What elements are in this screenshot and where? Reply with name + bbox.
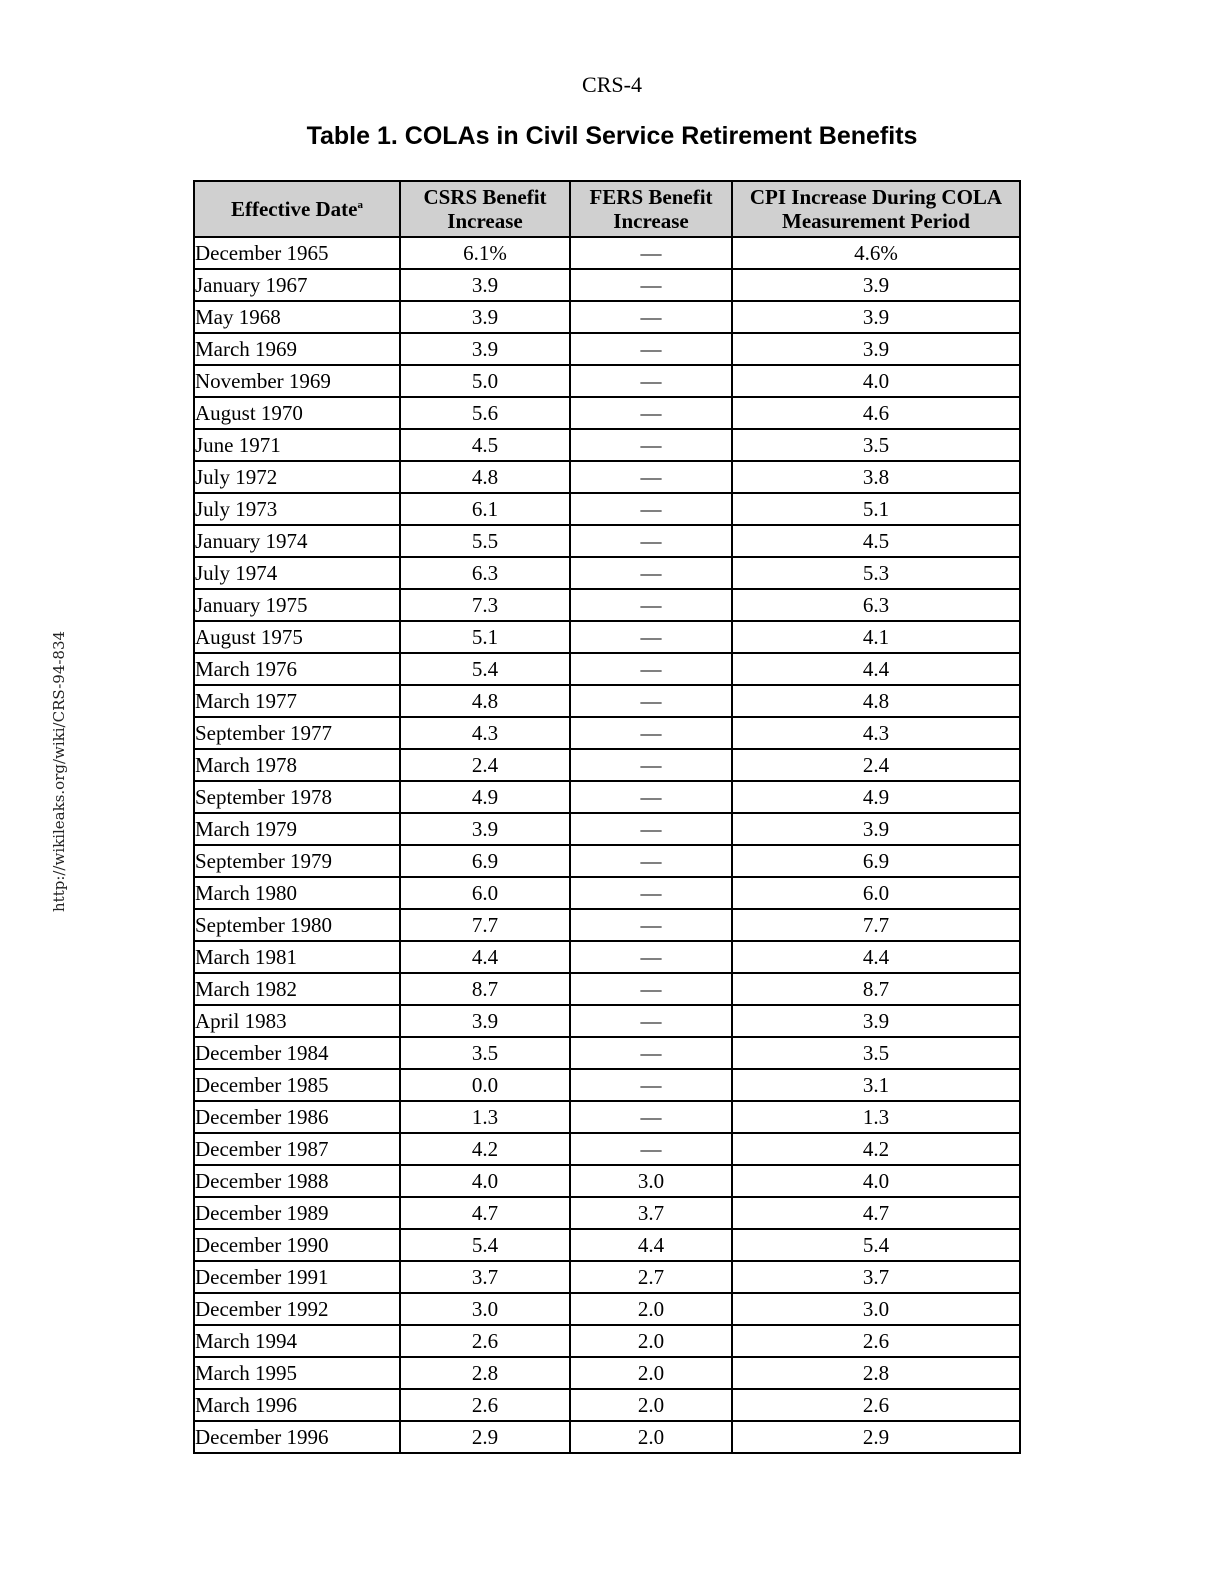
cell-cpi-increase: 8.7 xyxy=(732,973,1020,1005)
cell-fers-increase: — xyxy=(570,557,732,589)
cell-effective-date: November 1969 xyxy=(194,365,400,397)
cell-csrs-increase: 7.7 xyxy=(400,909,570,941)
cell-cpi-increase: 3.5 xyxy=(732,429,1020,461)
cell-cpi-increase: 4.3 xyxy=(732,717,1020,749)
table-row xyxy=(194,1389,1020,1421)
cell-effective-date: March 1979 xyxy=(194,813,400,845)
cell-fers-increase: — xyxy=(570,813,732,845)
table-row xyxy=(194,941,1020,973)
cell-effective-date: March 1995 xyxy=(194,1357,400,1389)
cell-effective-date: December 1990 xyxy=(194,1229,400,1261)
column-header-label: FERS Benefit xyxy=(589,185,713,209)
cell-cpi-increase: 3.5 xyxy=(732,1037,1020,1069)
cell-csrs-increase: 5.4 xyxy=(400,653,570,685)
cell-effective-date: March 1982 xyxy=(194,973,400,1005)
cell-effective-date: December 1996 xyxy=(194,1421,400,1453)
cell-fers-increase: — xyxy=(570,589,732,621)
cell-fers-increase: — xyxy=(570,461,732,493)
cell-effective-date: July 1973 xyxy=(194,493,400,525)
cell-csrs-increase: 3.9 xyxy=(400,813,570,845)
cell-fers-increase: — xyxy=(570,429,732,461)
cell-csrs-increase: 5.5 xyxy=(400,525,570,557)
cell-fers-increase: — xyxy=(570,781,732,813)
cell-cpi-increase: 2.6 xyxy=(732,1325,1020,1357)
column-header-fers xyxy=(570,181,732,237)
cell-effective-date: December 1986 xyxy=(194,1101,400,1133)
table-row xyxy=(194,1229,1020,1261)
cell-csrs-increase: 4.8 xyxy=(400,461,570,493)
cell-effective-date: September 1977 xyxy=(194,717,400,749)
cell-effective-date: December 1965 xyxy=(194,237,400,269)
cell-fers-increase: — xyxy=(570,909,732,941)
cell-effective-date: March 1994 xyxy=(194,1325,400,1357)
column-header-cpi xyxy=(732,181,1020,237)
cell-cpi-increase: 4.1 xyxy=(732,621,1020,653)
cell-csrs-increase: 4.5 xyxy=(400,429,570,461)
cell-csrs-increase: 4.3 xyxy=(400,717,570,749)
table-row xyxy=(194,1165,1020,1197)
table-row xyxy=(194,589,1020,621)
cell-effective-date: December 1991 xyxy=(194,1261,400,1293)
cell-fers-increase: — xyxy=(570,525,732,557)
cell-csrs-increase: 5.4 xyxy=(400,1229,570,1261)
cell-cpi-increase: 4.6% xyxy=(732,237,1020,269)
cell-cpi-increase: 2.4 xyxy=(732,749,1020,781)
cell-cpi-increase: 3.9 xyxy=(732,269,1020,301)
cell-csrs-increase: 2.4 xyxy=(400,749,570,781)
cell-effective-date: September 1978 xyxy=(194,781,400,813)
table-row xyxy=(194,525,1020,557)
table-row xyxy=(194,1357,1020,1389)
cell-csrs-increase: 6.1 xyxy=(400,493,570,525)
cell-cpi-increase: 5.3 xyxy=(732,557,1020,589)
cell-effective-date: September 1979 xyxy=(194,845,400,877)
table-row xyxy=(194,557,1020,589)
cell-effective-date: September 1980 xyxy=(194,909,400,941)
cell-cpi-increase: 7.7 xyxy=(732,909,1020,941)
table-row xyxy=(194,1133,1020,1165)
table-row xyxy=(194,749,1020,781)
cell-cpi-increase: 3.0 xyxy=(732,1293,1020,1325)
cell-fers-increase: — xyxy=(570,333,732,365)
table-row xyxy=(194,429,1020,461)
page-header: CRS-4 xyxy=(582,72,642,97)
table-row xyxy=(194,621,1020,653)
cell-effective-date: December 1987 xyxy=(194,1133,400,1165)
cell-cpi-increase: 3.9 xyxy=(732,813,1020,845)
cell-cpi-increase: 2.8 xyxy=(732,1357,1020,1389)
table-row xyxy=(194,909,1020,941)
column-header-label: Increase xyxy=(613,209,689,233)
cell-fers-increase: — xyxy=(570,877,732,909)
cell-effective-date: April 1983 xyxy=(194,1005,400,1037)
cell-csrs-increase: 5.6 xyxy=(400,397,570,429)
cell-cpi-increase: 2.6 xyxy=(732,1389,1020,1421)
cell-cpi-increase: 3.9 xyxy=(732,1005,1020,1037)
cell-fers-increase: 2.0 xyxy=(570,1389,732,1421)
table-row xyxy=(194,1069,1020,1101)
cell-fers-increase: — xyxy=(570,973,732,1005)
cell-fers-increase: 3.7 xyxy=(570,1197,732,1229)
cell-fers-increase: 2.7 xyxy=(570,1261,732,1293)
cell-fers-increase: 3.0 xyxy=(570,1165,732,1197)
cell-cpi-increase: 4.7 xyxy=(732,1197,1020,1229)
cell-csrs-increase: 5.1 xyxy=(400,621,570,653)
cell-fers-increase: — xyxy=(570,269,732,301)
cell-fers-increase: — xyxy=(570,749,732,781)
cell-csrs-increase: 2.9 xyxy=(400,1421,570,1453)
table-row xyxy=(194,333,1020,365)
cell-csrs-increase: 5.0 xyxy=(400,365,570,397)
cell-fers-increase: — xyxy=(570,717,732,749)
table-row xyxy=(194,493,1020,525)
cell-effective-date: March 1996 xyxy=(194,1389,400,1421)
table-row xyxy=(194,461,1020,493)
cell-fers-increase: — xyxy=(570,1037,732,1069)
table-row xyxy=(194,653,1020,685)
cell-csrs-increase: 6.0 xyxy=(400,877,570,909)
cell-cpi-increase: 5.1 xyxy=(732,493,1020,525)
table-row xyxy=(194,237,1020,269)
table-title: Table 1. COLAs in Civil Service Retirement Benefits xyxy=(306,122,918,150)
cell-cpi-increase: 3.8 xyxy=(732,461,1020,493)
cell-csrs-increase: 3.9 xyxy=(400,1005,570,1037)
cell-csrs-increase: 4.0 xyxy=(400,1165,570,1197)
side-url-watermark: http://wikileaks.org/wiki/CRS-94-834 xyxy=(50,630,68,912)
cell-effective-date: May 1968 xyxy=(194,301,400,333)
cell-cpi-increase: 4.0 xyxy=(732,365,1020,397)
cell-effective-date: June 1971 xyxy=(194,429,400,461)
cell-cpi-increase: 1.3 xyxy=(732,1101,1020,1133)
cell-cpi-increase: 6.0 xyxy=(732,877,1020,909)
cell-cpi-increase: 6.9 xyxy=(732,845,1020,877)
table-row xyxy=(194,269,1020,301)
cell-effective-date: December 1988 xyxy=(194,1165,400,1197)
cell-fers-increase: — xyxy=(570,493,732,525)
table-row xyxy=(194,1197,1020,1229)
cell-csrs-increase: 1.3 xyxy=(400,1101,570,1133)
table-row xyxy=(194,1037,1020,1069)
cell-csrs-increase: 4.8 xyxy=(400,685,570,717)
table-body xyxy=(194,237,1020,1453)
cell-fers-increase: — xyxy=(570,685,732,717)
cell-csrs-increase: 4.4 xyxy=(400,941,570,973)
table-row xyxy=(194,877,1020,909)
cell-effective-date: December 1989 xyxy=(194,1197,400,1229)
cell-csrs-increase: 3.0 xyxy=(400,1293,570,1325)
column-header-label: Effective Date xyxy=(230,197,358,221)
cell-csrs-increase: 2.6 xyxy=(400,1389,570,1421)
cell-fers-increase: — xyxy=(570,397,732,429)
cell-effective-date: August 1975 xyxy=(194,621,400,653)
cell-effective-date: August 1970 xyxy=(194,397,400,429)
cell-fers-increase: 2.0 xyxy=(570,1325,732,1357)
table-row xyxy=(194,717,1020,749)
table-row xyxy=(194,845,1020,877)
cell-csrs-increase: 3.9 xyxy=(400,333,570,365)
cell-cpi-increase: 4.0 xyxy=(732,1165,1020,1197)
table-row xyxy=(194,1293,1020,1325)
cola-table xyxy=(193,180,1021,1454)
table-row xyxy=(194,1005,1020,1037)
cell-csrs-increase: 6.9 xyxy=(400,845,570,877)
table-row xyxy=(194,1325,1020,1357)
cell-csrs-increase: 3.7 xyxy=(400,1261,570,1293)
cell-fers-increase: — xyxy=(570,1005,732,1037)
table-header-row xyxy=(194,181,1020,237)
cell-csrs-increase: 4.9 xyxy=(400,781,570,813)
cell-fers-increase: — xyxy=(570,237,732,269)
cell-cpi-increase: 3.9 xyxy=(732,301,1020,333)
cell-csrs-increase: 2.6 xyxy=(400,1325,570,1357)
cell-effective-date: March 1978 xyxy=(194,749,400,781)
cell-effective-date: March 1981 xyxy=(194,941,400,973)
cell-fers-increase: 2.0 xyxy=(570,1421,732,1453)
cell-effective-date: January 1974 xyxy=(194,525,400,557)
cell-fers-increase: 2.0 xyxy=(570,1293,732,1325)
column-header-label: Increase xyxy=(447,209,523,233)
cell-effective-date: January 1975 xyxy=(194,589,400,621)
table-row xyxy=(194,1421,1020,1453)
column-header-label: CSRS Benefit xyxy=(423,185,547,209)
cell-csrs-increase: 4.7 xyxy=(400,1197,570,1229)
cell-cpi-increase: 4.6 xyxy=(732,397,1020,429)
cell-effective-date: July 1974 xyxy=(194,557,400,589)
cell-cpi-increase: 2.9 xyxy=(732,1421,1020,1453)
cell-fers-increase: — xyxy=(570,845,732,877)
cell-effective-date: March 1976 xyxy=(194,653,400,685)
cell-cpi-increase: 3.7 xyxy=(732,1261,1020,1293)
cell-effective-date: January 1967 xyxy=(194,269,400,301)
cell-csrs-increase: 3.9 xyxy=(400,269,570,301)
cell-fers-increase: 2.0 xyxy=(570,1357,732,1389)
table-row xyxy=(194,365,1020,397)
table-row xyxy=(194,685,1020,717)
cell-csrs-increase: 3.5 xyxy=(400,1037,570,1069)
table-row xyxy=(194,1261,1020,1293)
cell-csrs-increase: 0.0 xyxy=(400,1069,570,1101)
cell-csrs-increase: 2.8 xyxy=(400,1357,570,1389)
cell-fers-increase: — xyxy=(570,365,732,397)
cell-fers-increase: — xyxy=(570,621,732,653)
cell-effective-date: December 1984 xyxy=(194,1037,400,1069)
table-row xyxy=(194,1101,1020,1133)
column-header-effective-date xyxy=(194,181,400,237)
cell-csrs-increase: 3.9 xyxy=(400,301,570,333)
cell-fers-increase: — xyxy=(570,941,732,973)
cell-cpi-increase: 4.4 xyxy=(732,941,1020,973)
cell-fers-increase: — xyxy=(570,1101,732,1133)
cell-cpi-increase: 4.8 xyxy=(732,685,1020,717)
table-row xyxy=(194,397,1020,429)
cell-csrs-increase: 7.3 xyxy=(400,589,570,621)
cell-effective-date: March 1969 xyxy=(194,333,400,365)
table-row xyxy=(194,781,1020,813)
column-header-label: CPI Increase During COLA xyxy=(749,185,1003,209)
cell-csrs-increase: 4.2 xyxy=(400,1133,570,1165)
cell-cpi-increase: 4.2 xyxy=(732,1133,1020,1165)
cell-fers-increase: — xyxy=(570,1133,732,1165)
cell-fers-increase: — xyxy=(570,301,732,333)
cell-effective-date: March 1977 xyxy=(194,685,400,717)
cell-effective-date: December 1992 xyxy=(194,1293,400,1325)
column-header-csrs xyxy=(400,181,570,237)
cell-cpi-increase: 3.9 xyxy=(732,333,1020,365)
cell-cpi-increase: 3.1 xyxy=(732,1069,1020,1101)
cell-effective-date: March 1980 xyxy=(194,877,400,909)
column-header-label: Measurement Period xyxy=(782,209,970,233)
table-row xyxy=(194,813,1020,845)
cell-fers-increase: — xyxy=(570,653,732,685)
table-row xyxy=(194,973,1020,1005)
cell-cpi-increase: 4.4 xyxy=(732,653,1020,685)
cell-effective-date: December 1985 xyxy=(194,1069,400,1101)
cell-csrs-increase: 6.3 xyxy=(400,557,570,589)
cell-fers-increase: — xyxy=(570,1069,732,1101)
cell-cpi-increase: 5.4 xyxy=(732,1229,1020,1261)
table-row xyxy=(194,301,1020,333)
footnote-marker: a xyxy=(357,199,363,211)
cell-cpi-increase: 4.5 xyxy=(732,525,1020,557)
cell-csrs-increase: 6.1% xyxy=(400,237,570,269)
cell-effective-date: July 1972 xyxy=(194,461,400,493)
cell-cpi-increase: 4.9 xyxy=(732,781,1020,813)
cell-csrs-increase: 8.7 xyxy=(400,973,570,1005)
cell-fers-increase: 4.4 xyxy=(570,1229,732,1261)
cell-cpi-increase: 6.3 xyxy=(732,589,1020,621)
